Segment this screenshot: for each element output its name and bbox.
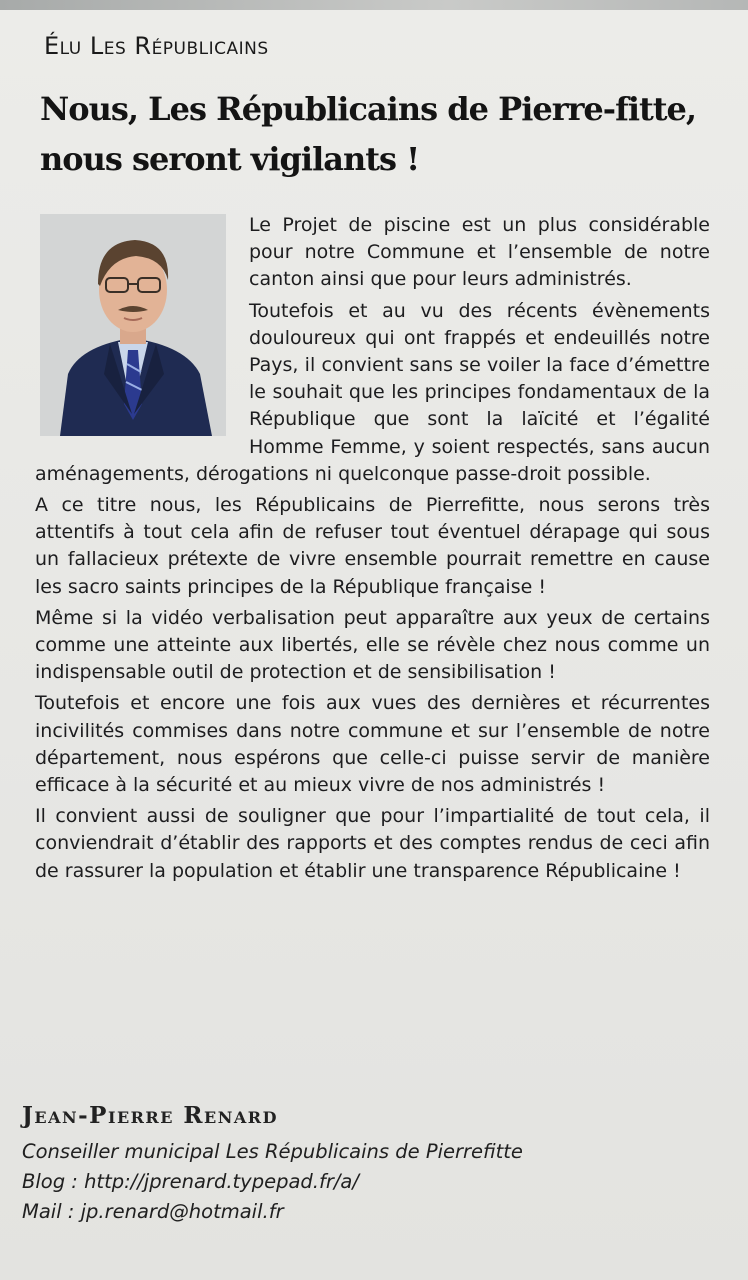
article-headline: Nous, Les Républicains de Pierre-fitte, nous seront vigilants ! [40,90,697,178]
author-role: Conseiller municipal Les Républicains de Pierrefitte [22,1140,523,1163]
author-signature [22,1102,722,1227]
article-paragraph: Même si la vidéo verbalisation peut apparaître aux yeux de certains comme une atteinte aux libertés, elle se révèle chez nous comme un indispensable outil de protection et de sensibilisation ! [35,606,710,684]
article-paragraph: A ce titre nous, les Républicains de Pierrefitte, nous serons très attentifs à tout cela afin de refuser tout éventuel dérapage qui sous un fallacieux prétexte de vivre ensemble pourrait remettre en cause les sacro saints principes de la République française ! [35,494,710,598]
article-paragraph: Toutefois et au vu des récents évènements douloureux qui ont frappés et endeuillés notre Pays, il convient sans se voiler la face d’émettre le souhait que les principes fondamentaux de la République que sont la laïcité et l’égalité Homme Femme, y soient respectés, sans aucun aménagements, dérogations ni quelconque passe-droit possible. [35,299,710,485]
author-mail: Mail : jp.renard@hotmail.fr [22,1200,284,1223]
article-paragraph: Le Projet de piscine est un plus considérable pour notre Commune et l’ensemble de notre canton ainsi que pour leurs administrés. [249,214,710,291]
article-paragraph: Il convient aussi de souligner que pour l’impartialité de tout cela, il conviendrait d’établir des rapports et des comptes rendus de ceci afin de rassurer la population et établir une transparence Républicaine ! [35,805,710,882]
page-top-strip [0,0,748,10]
author-blog: Blog : http://jprenard.typepad.fr/a/ [22,1170,359,1193]
photo-spacer [35,212,237,442]
section-label: Élu Les Républicains [44,32,269,60]
article-paragraph: Toutefois et encore une fois aux vues des dernières et récurrentes incivilités commises dans notre commune et sur l’ensemble de notre département, nous espérons que celle-ci puisse servir de manière efficace à la sécurité et au mieux vivre de nos administrés ! [35,692,710,797]
author-name: Jean-Pierre Renard [22,1102,278,1129]
article-body [35,212,710,889]
